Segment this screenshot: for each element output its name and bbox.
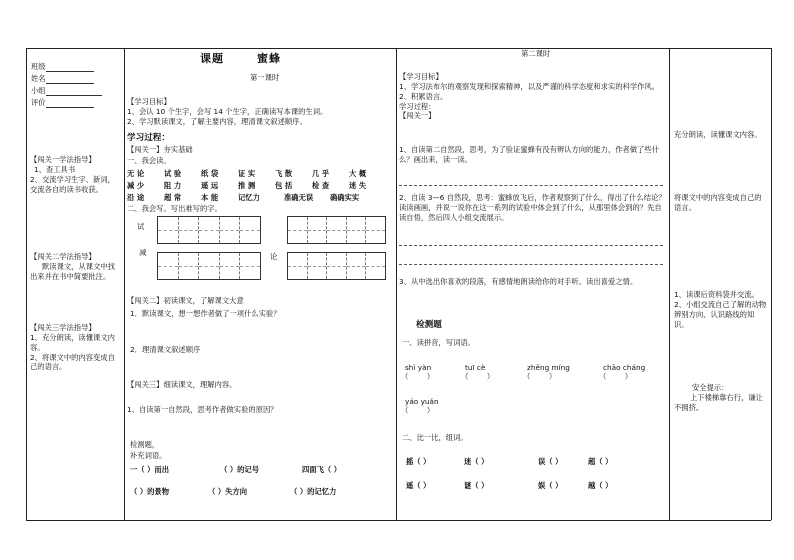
field-group[interactable]: 小组: [31, 86, 102, 96]
table-right-border: [771, 48, 772, 520]
guide-stage-2: [30, 252, 122, 282]
pinyin-title: 一、读拼音，写词语。: [402, 338, 475, 347]
extension-item: 2、小组交流自己了解的动物辨别方向、认识路线的知识。: [674, 299, 767, 329]
question-1: 1、自读第二自然段，思考，为了验证蜜蜂有没有辨认方向的能力，作者做了些什么？画出来，读一读。: [399, 145, 660, 164]
guide-stage-3: [30, 323, 122, 372]
table-top-border: [26, 48, 771, 49]
field-name[interactable]: 姓名: [31, 74, 94, 84]
period-label-2: 第二课时: [521, 49, 551, 58]
guide-line: 1、查工具书: [34, 164, 76, 174]
goal-item: 1、学习法布尔的观察发现和探索精神，以及严谨的科学态度和求实的科学作风。: [399, 81, 660, 91]
field-class[interactable]: 班级: [31, 62, 94, 72]
safety-text: 上下楼梯靠右行，谦让不拥挤。: [674, 392, 763, 412]
column-divider-2: [396, 48, 397, 520]
guide-title: 【闯关三学法指导】: [30, 323, 96, 332]
check-subtitle: 补充词语。: [130, 451, 167, 460]
goal-item: 2、积累语言。: [399, 91, 448, 101]
column-divider-1: [124, 48, 125, 520]
process-title: 学习过程：: [127, 133, 170, 143]
question-2: 2、自读 3—6 自然段，思考：蜜蜂放飞后，作者观察到了什么，得出了什么结论？读读画画，并说一说你在这一系列的试验中体会到了什么，从那里体会到的？先自读自悟，然后四人小组交流展示。: [399, 193, 666, 222]
extension-item: 1、读课后资料袋并交流。: [674, 290, 759, 299]
compare-title: 二、比一比，组词。: [402, 433, 468, 442]
period-label: 第一课时: [250, 73, 280, 82]
pinyin-answer-brackets[interactable]: （ ）: [401, 406, 435, 415]
note-retell: 将课文中的内容变成自己的语言。: [674, 193, 762, 212]
writing-grid[interactable]: [287, 216, 386, 244]
goal-item: 1、会认 10 个生字，会写 14 个生字，正确读写本课的生词。: [127, 106, 328, 116]
compare-row: 摇（ ） 迷（ ） 误（ ） 超（ ）: [406, 457, 613, 466]
stage2-question-1: 1．默读课文，想一想作者做了一项什么实验？: [130, 309, 281, 318]
column-divider-3: [669, 48, 670, 520]
vocab-row: 沿 途 超 常 本 能 记忆力 准确无误 确确实实: [127, 193, 360, 202]
answer-line[interactable]: [399, 245, 663, 246]
vocab-row: 无 论 试 验 纸 袋 证 实 飞 散 几 乎 大 概: [127, 169, 367, 178]
answer-line[interactable]: [399, 185, 663, 186]
stage2-title: 【闯关二】初读课文，了解课文大意: [127, 296, 244, 305]
stage2-question-2: 2．理清课文叙述顺序: [130, 345, 201, 354]
extension-list: [674, 290, 768, 329]
pinyin-answer-brackets[interactable]: （ ） （ ） （ ） （ ）: [401, 372, 633, 381]
stage3-title: 【闯关三】细读课文，理解内容。: [127, 380, 237, 389]
learning-goals-2: [399, 72, 666, 121]
write-char-label: 减: [139, 248, 147, 257]
answer-line[interactable]: [399, 264, 663, 265]
guide-line: 1、充分朗读，读懂课文内容。: [30, 332, 115, 352]
guide-title: 【闯关二学法指导】: [30, 252, 96, 261]
check-title: 检测题，: [130, 440, 160, 449]
goals-title: 【学习目标】: [127, 97, 171, 106]
note-read: 充分朗读，读懂课文内容。: [674, 130, 762, 139]
guide-line: 默读课文，从课文中找出来并在书中简要批注。: [30, 261, 115, 281]
pinyin-row: yáo yuǎn: [405, 397, 439, 406]
writing-grid[interactable]: [287, 252, 386, 280]
fill-row: 一（ ）而出 （ ）的记号 四面飞（ ）: [130, 465, 342, 474]
writing-grid[interactable]: [157, 216, 261, 244]
guide-stage-1: [30, 155, 122, 194]
write-char-label: 论: [270, 252, 278, 261]
check-title-2: 检测题: [416, 320, 442, 330]
compare-row: 遥（ ） 谜（ ） 娱（ ） 越（ ）: [406, 481, 613, 490]
pinyin-row: shì yàn tuī cè zhěng míng chāo cháng: [405, 363, 646, 372]
process-title: 学习过程：: [399, 101, 436, 111]
question-3: 3、从中选出你喜欢的段落，有感情地朗读给你的对手听。读出喜爱之情。: [399, 277, 638, 286]
guide-line: 2、将课文中的内容变成自己的语言。: [30, 352, 115, 372]
lesson-title-label: 课题: [200, 52, 224, 65]
lesson-title: 蜜蜂: [257, 52, 281, 65]
table-bottom-border: [26, 520, 771, 521]
field-evaluation[interactable]: 评价: [31, 98, 94, 108]
stage1-title: 【闯关一】夯实基础: [127, 145, 193, 154]
stage3-question-1: 1、自读第一自然段，思考作者做实验的原因？: [127, 405, 278, 414]
guide-line: 2、交流学习生字、新词，交流各自的读书收获。: [30, 174, 115, 194]
writing-grid[interactable]: [157, 252, 261, 280]
guide-title: 【闯关一学法指导】: [30, 155, 96, 164]
vocab-row: 减 少 阻 力 遥 远 推 测 包 括 检 查 迷 失: [127, 181, 367, 190]
learning-goals: [127, 97, 393, 127]
stage1-subtitle-2: 二、我会写。写出难写的字。: [127, 204, 222, 213]
write-char-label: 试: [137, 222, 145, 231]
fill-row: （ ）的景物 （ ）失方向 （ ）的记忆力: [130, 487, 337, 496]
table-left-border: [26, 48, 27, 520]
goal-item: 2、学习默读课文，了解主要内容，理清课文叙述顺序。: [127, 116, 307, 126]
goals-title: 【学习目标】: [399, 72, 443, 81]
stage1-subtitle: 一、我会读。: [127, 156, 171, 165]
stage1-title: 【闯关一】: [399, 111, 436, 121]
safety-tip: [674, 383, 768, 413]
safety-title: 安全提示：: [692, 383, 729, 392]
